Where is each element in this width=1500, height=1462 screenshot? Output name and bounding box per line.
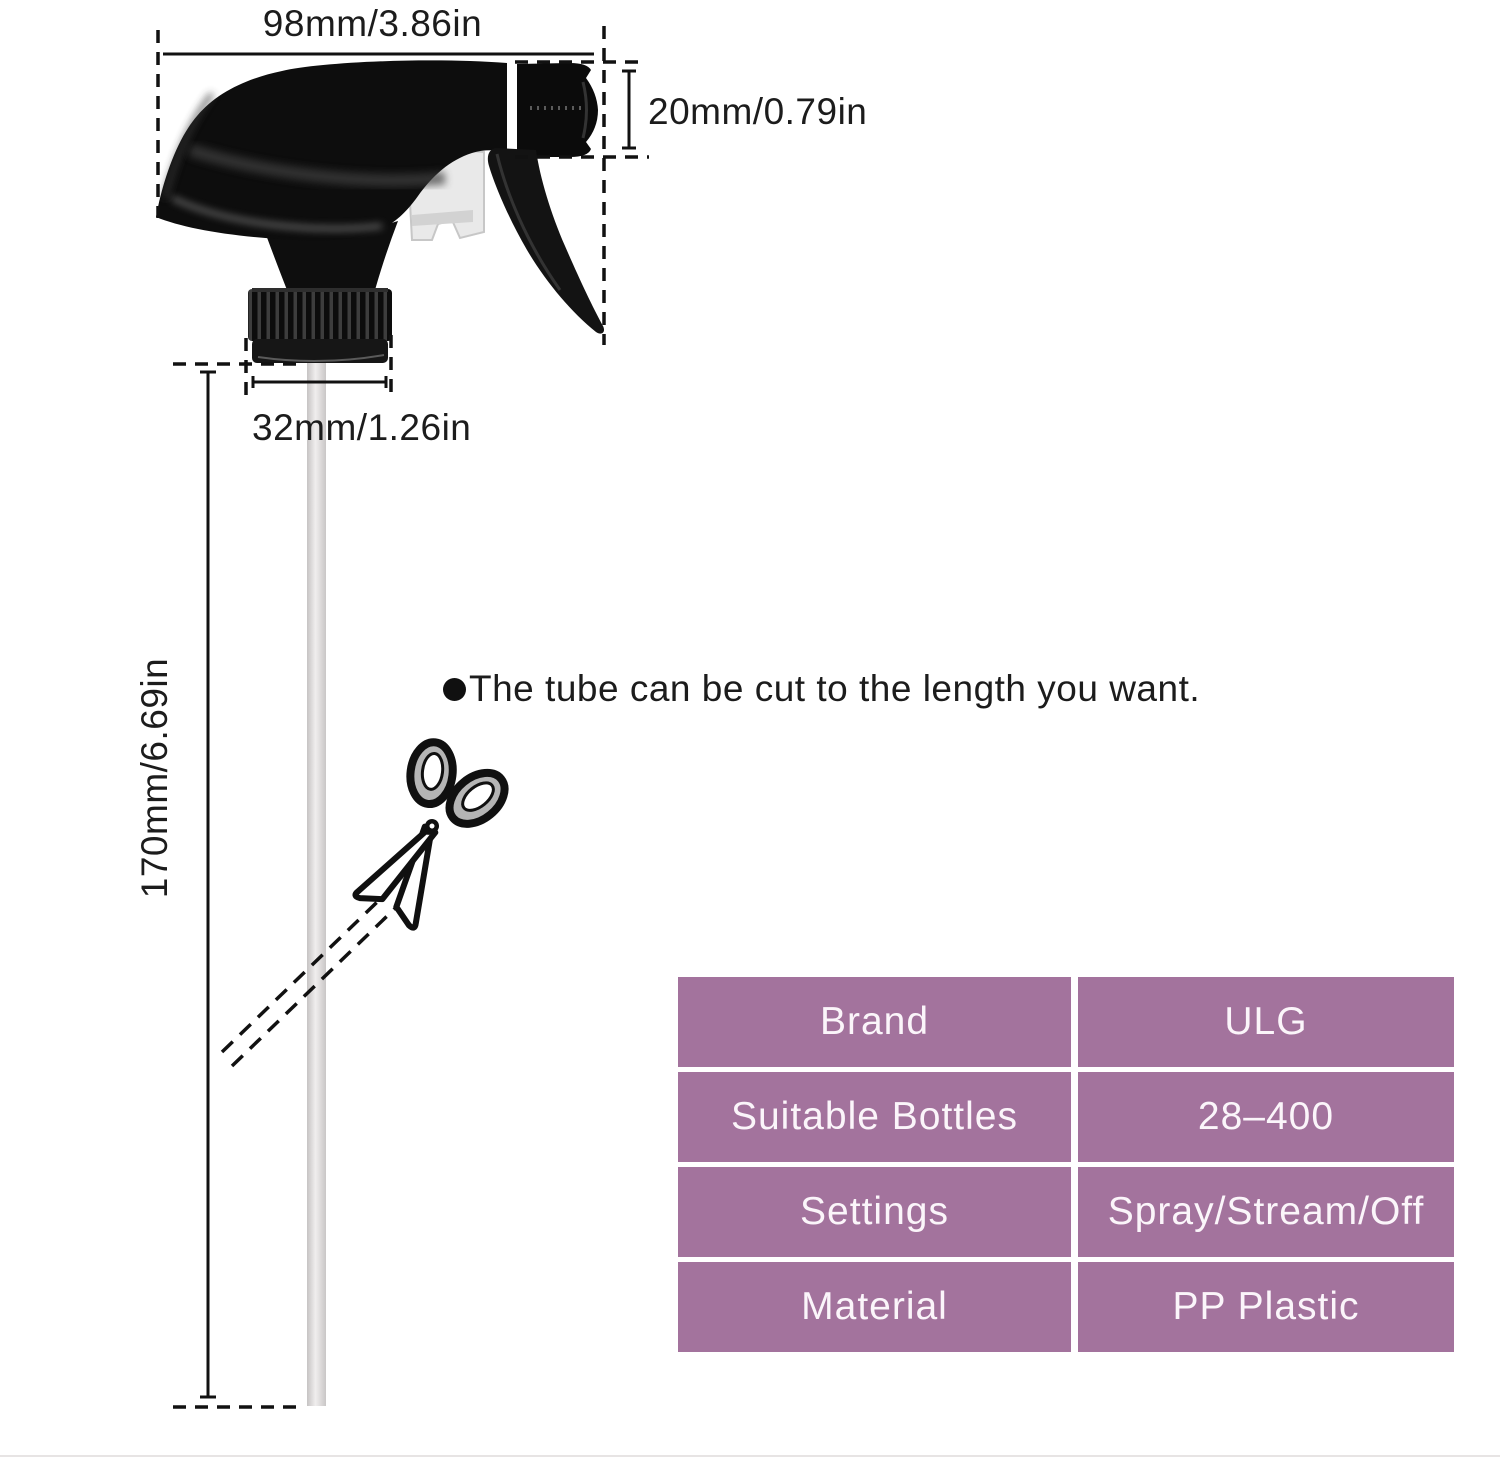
scissors-icon [334, 726, 522, 940]
spec-value-suitable-bottles: 28–400 [1078, 1072, 1454, 1162]
dip-tube [307, 340, 326, 1406]
dimension-label-tube-length: 170mm/6.69in [134, 657, 175, 899]
spec-label-settings: Settings [678, 1167, 1071, 1257]
spec-value-brand: ULG [1078, 977, 1454, 1067]
tube-cut-note-text: The tube can be cut to the length you want. [469, 668, 1201, 709]
dimension-label-head-width: 98mm/3.86in [262, 3, 483, 44]
tube-cut-note [443, 668, 1200, 710]
dim-20-tick-line [622, 71, 636, 148]
sprayer-trigger [488, 148, 604, 334]
dim-170-line [200, 372, 216, 1397]
bottle-cap-top-edge [252, 288, 388, 292]
spec-label-brand: Brand [678, 977, 1071, 1067]
dimension-label-nozzle-height: 20mm/0.79in [648, 91, 868, 132]
bottle-cap-ribs [248, 289, 392, 341]
dimension-label-cap-width: 32mm/1.26in [252, 407, 472, 448]
spec-label-suitable-bottles: Suitable Bottles [678, 1072, 1071, 1162]
spec-table [678, 977, 1454, 1352]
image-bottom-edge [0, 1455, 1500, 1457]
spec-label-material: Material [678, 1262, 1071, 1352]
spec-value-settings: Spray/Stream/Off [1078, 1167, 1454, 1257]
spec-value-material: PP Plastic [1078, 1262, 1454, 1352]
bullet-dot-icon [443, 678, 466, 701]
